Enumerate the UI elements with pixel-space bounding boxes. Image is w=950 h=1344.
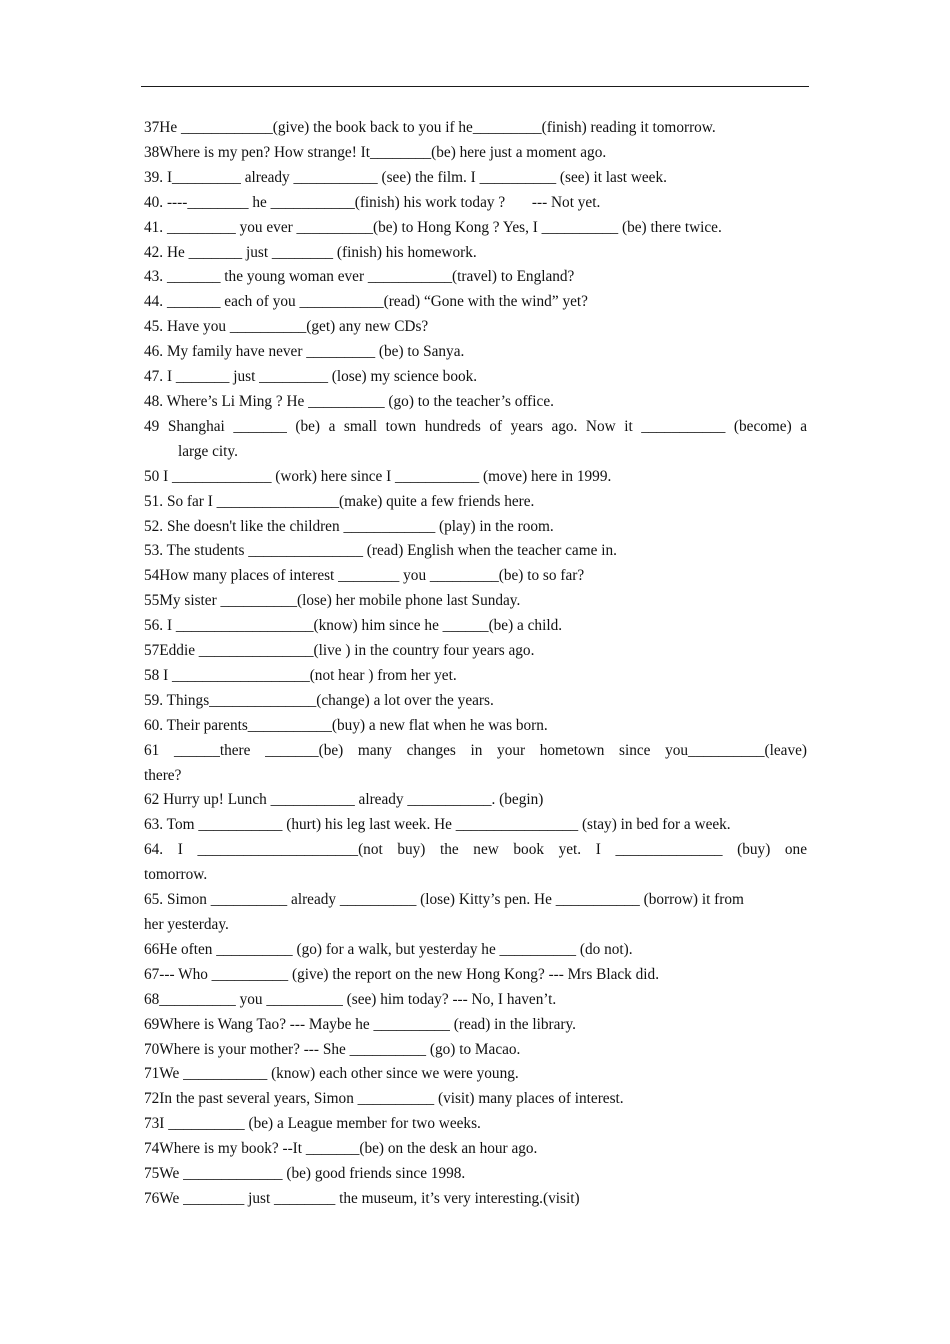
exercise-69: 69Where is Wang Tao? --- Maybe he __________ (read) in the library.: [144, 1015, 576, 1033]
exercise-52: 52. She doesn't like the children ____________ (play) in the room.: [144, 517, 554, 535]
exercise-54: 54How many places of interest ________ you _________(be) to so far?: [144, 567, 585, 585]
exercise-65-line-1: 65. Simon __________ already __________ (lose) Kitty’s pen. He ___________ (borrow) it from: [144, 891, 744, 909]
exercise-73: 73I __________ (be) a League member for two weeks.: [144, 1115, 481, 1133]
exercise-70: 70Where is your mother? --- She __________ (go) to Macao.: [144, 1040, 521, 1058]
exercise-48: 48. Where’s Li Ming ? He __________ (go) to the teacher’s office.: [144, 392, 554, 410]
exercise-55: 55My sister __________(lose) her mobile phone last Sunday.: [144, 592, 521, 610]
exercise-64-line-1: 64. I _____________________(not buy) the new book yet. I ______________ (buy) one: [144, 841, 807, 859]
exercise-61-line-1: 61 ______there _______(be) many changes in your hometown since you__________(leave): [144, 741, 807, 759]
exercise-67: 67--- Who __________ (give) the report on the new Hong Kong? --- Mrs Black did.: [144, 965, 660, 983]
exercise-41: 41. _________ you ever __________(be) to Hong Kong ? Yes, I __________ (be) there twice.: [144, 218, 722, 236]
exercise-60: 60. Their parents___________(buy) a new flat when he was born.: [144, 716, 548, 734]
exercise-49-line-1: 49 Shanghai _______ (be) a small town hundreds of years ago. Now it ___________ (become) a: [144, 417, 807, 435]
exercise-71: 71We ___________ (know) each other since we were young.: [144, 1065, 519, 1083]
exercise-39: 39. I_________ already ___________ (see) the film. I __________ (see) it last week.: [144, 168, 667, 186]
exercise-49-line-2: large city.: [178, 442, 238, 460]
exercise-list: [144, 116, 807, 1212]
exercise-63: 63. Tom ___________ (hurt) his leg last week. He ________________ (stay) in bed for a week.: [144, 816, 731, 834]
exercise-47: 47. I _______ just _________ (lose) my science book.: [144, 368, 478, 386]
exercise-61-line-2: there?: [144, 766, 182, 784]
exercise-37: 37He ____________(give) the book back to you if he_________(finish) reading it tomorrow.: [144, 119, 716, 136]
exercise-66: 66He often __________ (go) for a walk, but yesterday he __________ (do not).: [144, 940, 633, 958]
exercise-59: 59. Things______________(change) a lot over the years.: [144, 691, 494, 709]
exercise-46: 46. My family have never _________ (be) to Sanya.: [144, 343, 465, 361]
exercise-65-line-2: her yesterday.: [144, 916, 229, 933]
exercise-72: 72In the past several years, Simon __________ (visit) many places of interest.: [144, 1090, 624, 1108]
exercise-74: 74Where is my book? --It _______(be) on the desk an hour ago.: [144, 1140, 538, 1158]
exercise-62: 62 Hurry up! Lunch ___________ already ___________. (begin): [144, 791, 544, 809]
exercise-57: 57Eddie _______________(live ) in the country four years ago.: [144, 642, 535, 660]
exercise-76: 76We ________ just ________ the museum, it’s very interesting.(visit): [144, 1189, 580, 1207]
header-divider: [141, 86, 809, 87]
exercise-56: 56. I __________________(know) him since he ______(be) a child.: [144, 617, 563, 635]
exercise-58: 58 I __________________(not hear ) from her yet.: [144, 666, 457, 684]
exercise-43: 43. _______ the young woman ever ___________(travel) to England?: [144, 268, 575, 286]
exercise-51: 51. So far I ________________(make) quite a few friends here.: [144, 492, 535, 510]
exercise-45: 45. Have you __________(get) any new CDs?: [144, 318, 429, 336]
exercise-53: 53. The students _______________ (read) English when the teacher came in.: [144, 542, 617, 560]
exercise-40: 40. ----________ he ___________(finish) his work today ? --- Not yet.: [144, 193, 601, 211]
exercise-38: 38Where is my pen? How strange! It________(be) here just a moment ago.: [144, 143, 607, 161]
exercise-42: 42. He _______ just ________ (finish) his homework.: [144, 243, 477, 261]
exercise-50: 50 I _____________ (work) here since I ___________ (move) here in 1999.: [144, 467, 612, 485]
exercise-64-line-2: tomorrow.: [144, 866, 208, 884]
exercise-68: 68__________ you __________ (see) him today? --- No, I haven’t.: [144, 990, 557, 1008]
exercise-44: 44. _______ each of you ___________(read) “Gone with the wind” yet?: [144, 293, 588, 311]
exercise-75: 75We _____________ (be) good friends since 1998.: [144, 1165, 466, 1183]
